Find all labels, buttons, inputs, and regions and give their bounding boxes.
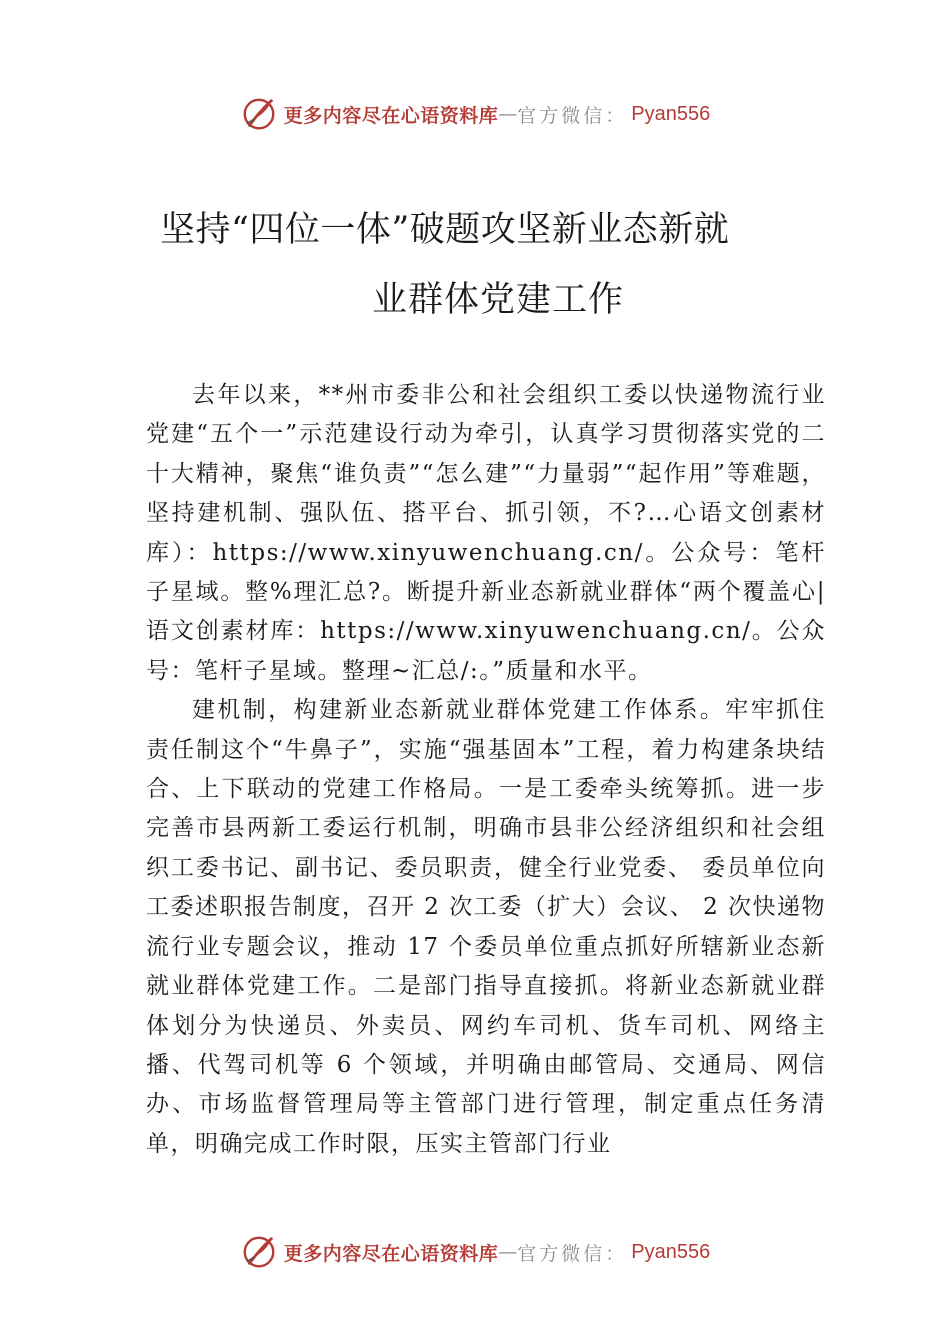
watermark-wechat-label: 官方微信： [517, 104, 628, 127]
header-watermark [0, 92, 950, 136]
watermark-wechat-id: Pyan556 [631, 102, 711, 125]
quill-logo-icon [240, 95, 278, 133]
watermark-wechat-id: Pyan556 [631, 1240, 711, 1263]
document-body [146, 376, 826, 1164]
quill-logo-icon [240, 1233, 278, 1271]
footer-watermark [0, 1230, 950, 1274]
watermark-dash: — [498, 103, 518, 125]
watermark-slogan: 更多内容尽在心语资料库 [283, 1242, 499, 1265]
watermark-slogan: 更多内容尽在心语资料库 [283, 104, 499, 127]
body-paragraph-2: 建机制，构建新业态新就业群体党建工作体系。牢牢抓住责任制这个“牛鼻子”，实施“强基固本”工程，着力构建条块结合、上下联动的党建工作格局。一是工委牵头统筹抓。进一步完善市县两新工委运行机制，明确市县非公经济组织和社会组织工委书记、副书记、委员职责，健全行业党委、 委员单位向工委述职报告制度，召开 2 次工委（扩大）会议、 2 次快递物流行业专题会议，推动 17 个委员单位重点抓好所辖新业态新就业群体党建工作。二是部门指导直接抓。将新业态新就业群体划分为快递员、外卖员、网约车司机、货车司机、网络主播、代驾司机等 6 个领域，并明确由邮管局、交通局、网信办、市场监督管理局等主管部门进行管理，制定重点任务清单，明确完成工作时限，压实主管部门行业 [146, 697, 827, 1157]
watermark-wechat-label: 官方微信： [517, 1242, 628, 1265]
watermark-dash: — [498, 1241, 518, 1263]
document-title-line-1: 坚持“四位一体”破题攻坚新业态新就 [160, 210, 730, 250]
document-title-line-2: 业群体党建工作 [372, 280, 625, 320]
body-paragraph-1: 去年以来，**州市委非公和社会组织工委以快递物流行业党建“五个一”示范建设行动为牵引，认真学习贯彻落实党的二十大精神，聚焦“谁负责”“怎么建”“力量弱”“起作用”等难题，坚持建机制、强队伍、搭平台、抓引领，不?…心语文创素材库）：https://www.xinyuwenchuang.cn/。公众号：笔杆子星域。整%理汇总?。断提升新业态新就业群体“两个覆盖心|语文创素材库：https://www.xinyuwenchuang.cn/。公众号：笔杆子星域。整理~汇总/:。”质量和水平。 [146, 382, 826, 684]
